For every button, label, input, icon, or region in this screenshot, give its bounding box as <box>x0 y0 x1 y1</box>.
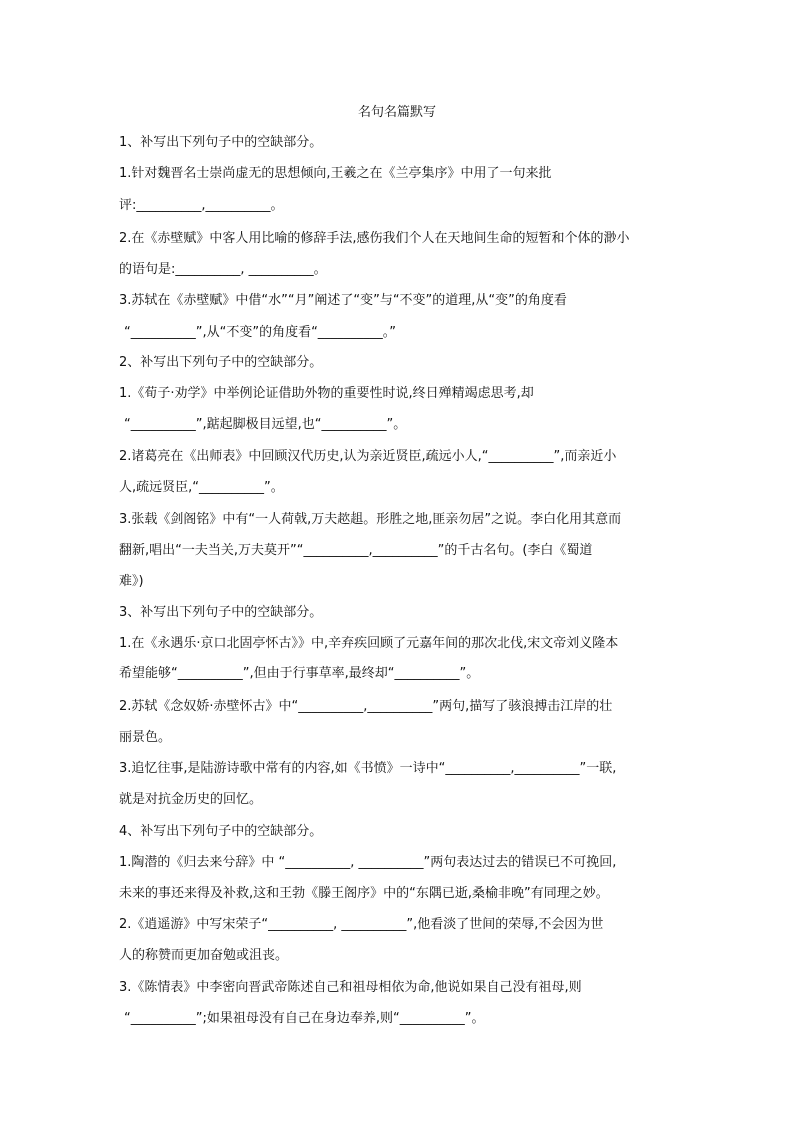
question-text: 3.张载《剑阁铭》中有“一人荷戟,万夫趑趄。形胜之地,匪亲勿居”之说。李白化用其意而 <box>119 512 622 527</box>
section-heading-3: 3、补写出下列句子中的空缺部分。 <box>119 605 323 620</box>
section-heading-1: 1、补写出下列句子中的空缺部分。 <box>119 135 323 150</box>
question-text: 希望能够“__________”,但由于行事草率,最终却“__________”。 <box>119 666 480 681</box>
question-text: 1.针对魏晋名士崇尚虚无的思想倾向,王羲之在《兰亭集序》中用了一句来批 <box>119 166 552 181</box>
section-heading-4: 4、补写出下列句子中的空缺部分。 <box>119 824 323 839</box>
question-text: 人的称赞而更加奋勉或沮丧。 <box>119 948 289 963</box>
question-text: 难》) <box>119 574 144 589</box>
question-text: 评:__________,__________。 <box>119 198 284 213</box>
question-text: 人,疏远贤臣,“__________”。 <box>119 480 284 495</box>
question-text: “__________”;如果祖母没有自己在身边奉养,则“__________”。 <box>124 1011 485 1026</box>
question-text: 1.陶潜的《归去来兮辞》中 “__________, __________”两句表达过去的错误已不可挽回, <box>119 855 617 870</box>
question-text: 1.在《永遇乐·京口北固亭怀古》》中,辛弃疾回顾了元嘉年间的那次北伐,宋文帝刘义隆本 <box>119 636 619 651</box>
question-text: 3.《陈情表》中李密向晋武帝陈述自己和祖母相依为命,他说如果自己没有祖母,则 <box>119 980 582 995</box>
page-title: 名句名篇默写 <box>357 105 436 120</box>
question-text: 3.苏轼在《赤壁赋》中借“水”“月”阐述了“变”与“不变”的道理,从“变”的角度看 <box>119 293 567 308</box>
question-text: 2.《逍遥游》中写宋荣子“__________, __________”,他看淡了世间的荣辱,不会因为世 <box>119 917 604 932</box>
question-text: 2.苏轼《念奴娇·赤壁怀古》中“__________,__________”两句,描写了骇浪搏击江岸的壮 <box>119 699 613 714</box>
question-text: 的语句是:__________, __________。 <box>119 262 327 277</box>
question-text: 就是对抗金历史的回忆。 <box>119 792 263 807</box>
question-text: “__________”,踮起脚极目远望,也“__________”。 <box>124 417 407 432</box>
section-heading-2: 2、补写出下列句子中的空缺部分。 <box>119 355 323 370</box>
question-text: “__________”,从“不变”的角度看“__________。” <box>124 325 397 340</box>
question-text: 未来的事还来得及补救,这和王勃《滕王阁序》中的“东隅已逝,桑榆非晚”有同理之妙。 <box>119 886 609 901</box>
question-text: 3.追忆往事,是陆游诗歌中常有的内容,如《书愤》一诗中“__________,__________”一联, <box>119 761 617 776</box>
question-text: 1.《荀子·劝学》中举例论证借助外物的重要性时说,终日殚精竭虑思考,却 <box>119 386 534 401</box>
question-text: 2.在《赤壁赋》中客人用比喻的修辞手法,感伤我们个人在天地间生命的短暂和个体的渺小 <box>119 231 630 246</box>
question-text: 2.诸葛亮在《出师表》中回顾汉代历史,认为亲近贤臣,疏远小人,“__________”,而亲近小 <box>119 449 617 464</box>
question-text: 翻新,唱出“一夫当关,万夫莫开”“__________,__________”的千古名句。(李白《蜀道 <box>119 543 593 558</box>
question-text: 丽景色。 <box>119 730 172 745</box>
